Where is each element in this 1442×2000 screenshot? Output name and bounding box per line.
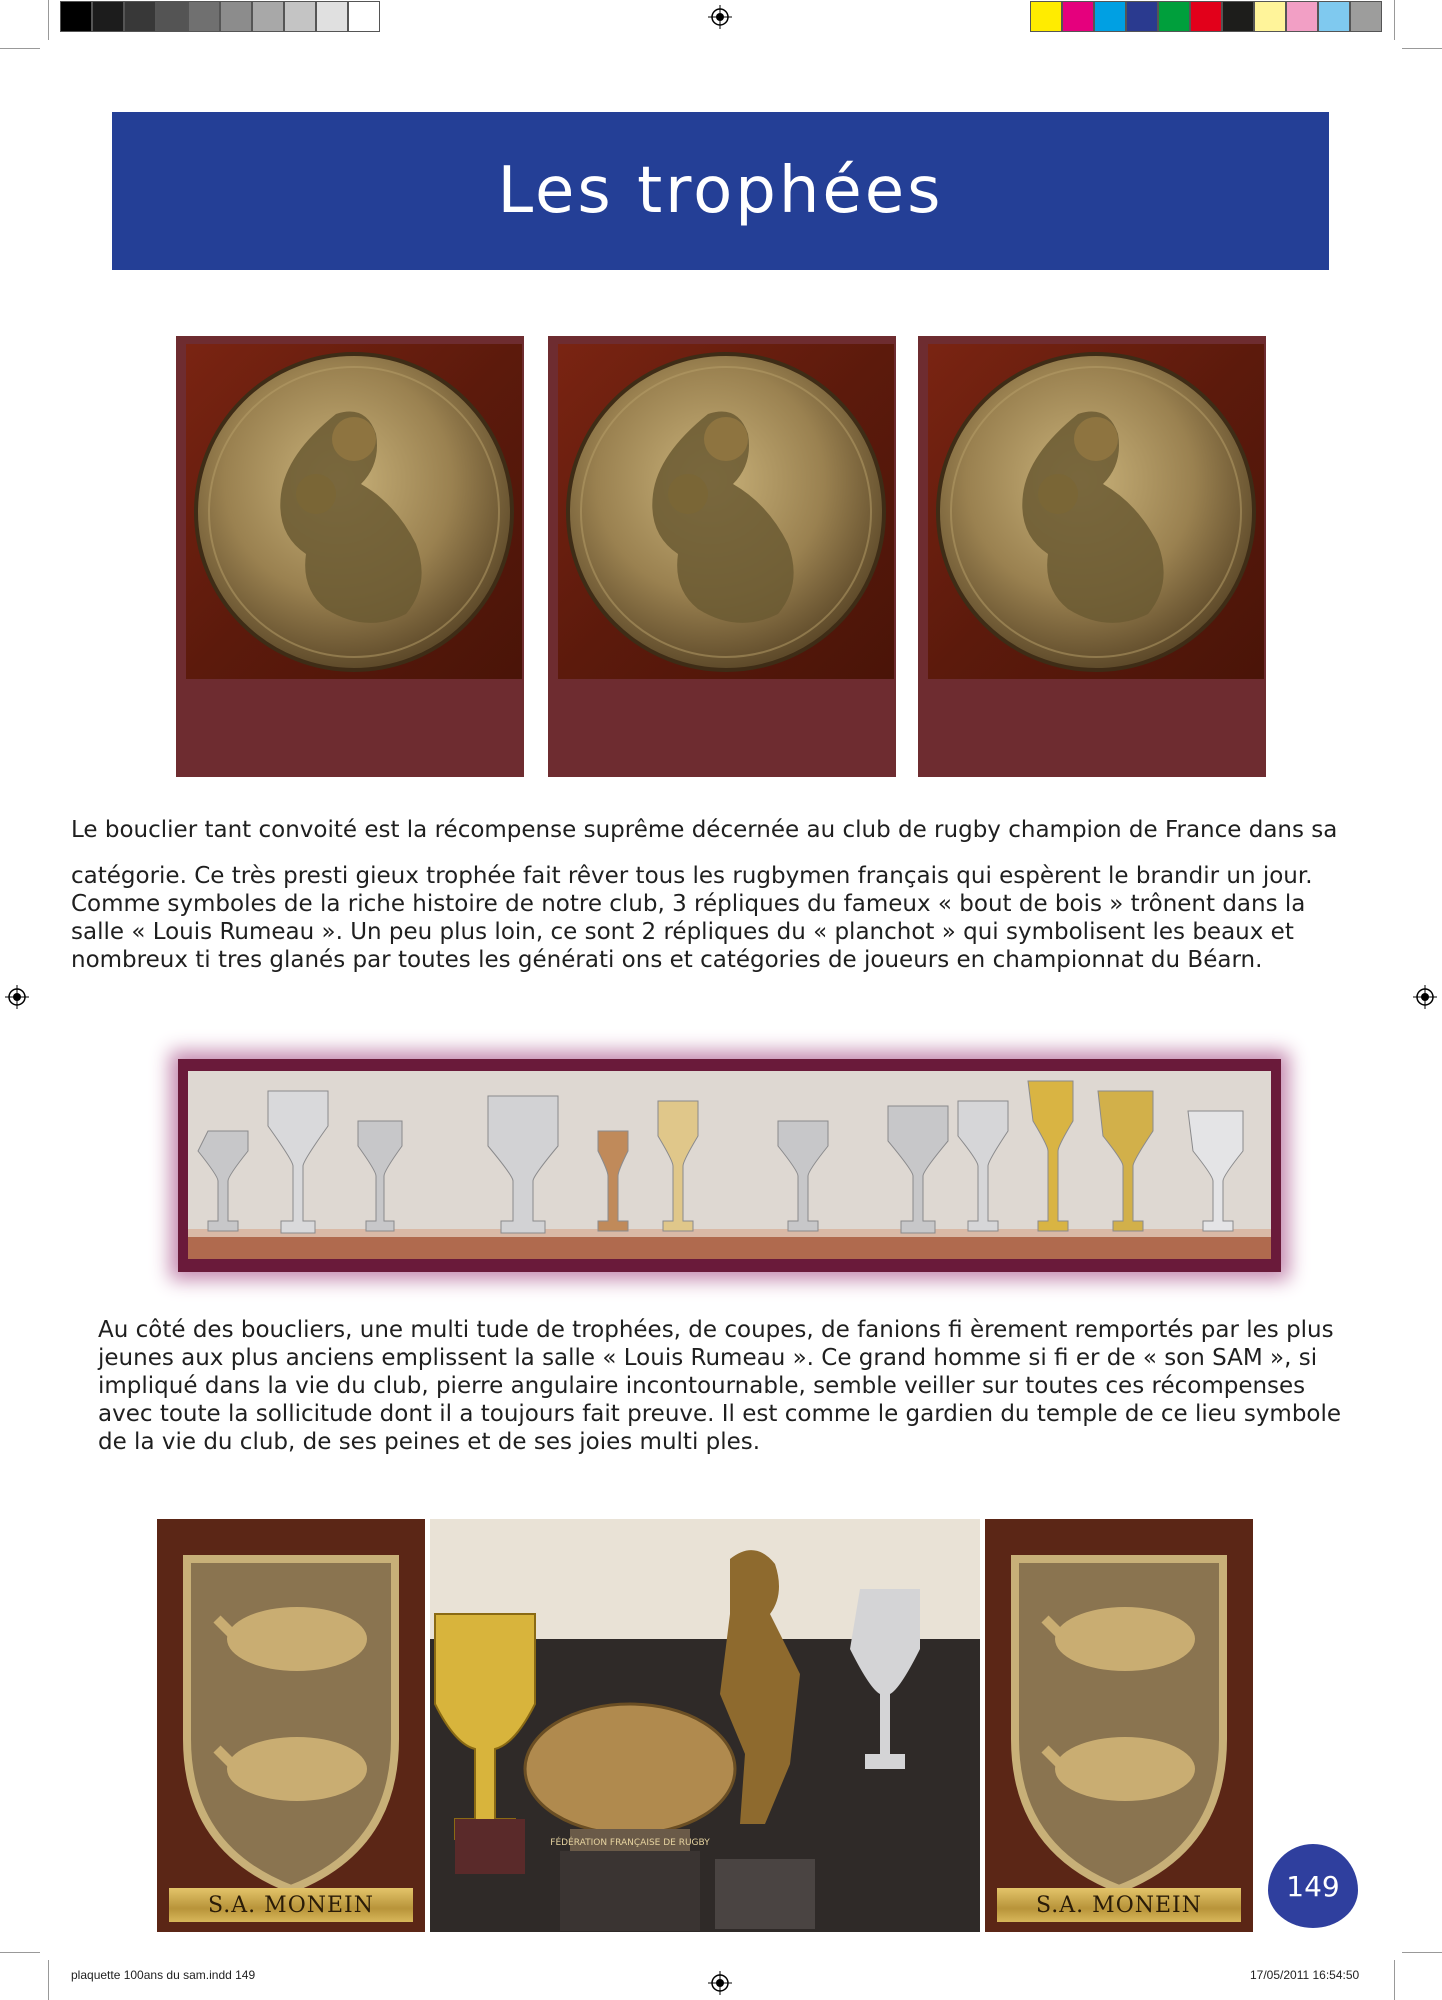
color-swatch [348,1,380,32]
body-text-line: catégorie. Ce très presti gieux trophée fait rêver tous les rugbymen français qui espèrent le brandir un jour. [71,863,1313,889]
color-swatch [1062,1,1094,32]
registration-mark-icon [708,5,732,29]
shield-label: S.A. MONEIN [997,1888,1241,1922]
plaque-photo [548,336,896,777]
slug-filename: plaquette 100ans du sam.indd 149 [71,1968,256,1982]
body-text-line: Le bouclier tant convoité est la récompense suprême décernée au club de rugby champion de France dans sa [71,817,1338,843]
registration-mark-icon [708,1971,732,1995]
color-swatch [220,1,252,32]
page-title: Les trophées [497,154,944,228]
body-text-line: jeunes aux plus anciens emplissent la salle « Louis Rumeau ». Ce grand homme si fi er de « son SAM », si [98,1345,1318,1371]
crop-mark [48,0,49,40]
crop-mark [0,1952,40,1953]
color-swatch [284,1,316,32]
crop-mark [1402,48,1442,49]
color-swatch [1030,1,1062,32]
color-swatch [1318,1,1350,32]
color-swatch [316,1,348,32]
body-text-line: Comme symboles de la riche histoire de notre club, 3 répliques du fameux « bout de bois » trônent dans la [71,891,1306,917]
medallion-plaque-icon [928,344,1264,679]
color-swatch [1222,1,1254,32]
slug-timestamp: 17/05/2011 16:54:50 [1250,1968,1360,1982]
color-swatch [124,1,156,32]
color-swatch [1350,1,1382,32]
body-text-line: salle « Louis Rumeau ». Un peu plus loin, ce sont 2 répliques du « planchot » qui symbolisent les beaux et [71,919,1294,945]
color-swatch [92,1,124,32]
shield-plaque-photo [157,1519,425,1932]
trophy-shelf-photo [178,1059,1281,1272]
trophy-cups-icon [188,1071,1271,1259]
color-swatch [1126,1,1158,32]
registration-mark-icon [5,985,29,1009]
body-text-line: de la vie du club, de ses peines et de ses joies multi ples. [98,1429,761,1455]
crop-mark [48,1960,49,2000]
ball-label: FÉDÉRATION FRANÇAISE DE RUGBY [550,1838,710,1848]
color-swatch [1286,1,1318,32]
cow-shield-icon [985,1519,1253,1932]
shield-label: S.A. MONEIN [169,1888,413,1922]
color-swatch [252,1,284,32]
trophy-cabinet-photo [430,1519,980,1932]
color-swatch [188,1,220,32]
plaque-photo [918,336,1266,777]
color-swatch [156,1,188,32]
body-text-line: avec toute la sollicitude dont il a toujours fait preuve. Il est comme le gardien du temple de ce lieu symbole [98,1401,1342,1427]
medallion-plaque-icon [558,344,894,679]
trophy-cabinet-icon [430,1519,980,1932]
color-swatch [1094,1,1126,32]
medallion-plaque-icon [186,344,522,679]
body-text-line: Au côté des boucliers, une multi tude de trophées, de coupes, de fanions fi èrement remportés par les plus [98,1317,1334,1343]
title-banner [112,112,1329,270]
color-swatch [1254,1,1286,32]
body-text-line: nombreux ti tres glanés par toutes les générati ons et catégories de joueurs en championnat du Béarn. [71,947,1263,973]
body-text-line: impliqué dans la vie du club, pierre angulaire incontournable, semble veiller sur toutes ces récompenses [98,1373,1306,1399]
color-swatch [60,1,92,32]
registration-mark-icon [1413,985,1437,1009]
crop-mark [1394,1960,1395,2000]
crop-mark [1402,1952,1442,1953]
plaque-photo [176,336,524,777]
crop-mark [1394,0,1395,40]
color-swatch [1190,1,1222,32]
shield-plaque-photo [985,1519,1253,1932]
page-number: 149 [1268,1844,1358,1928]
crop-mark [0,48,40,49]
cow-shield-icon [157,1519,425,1932]
color-swatch [1158,1,1190,32]
